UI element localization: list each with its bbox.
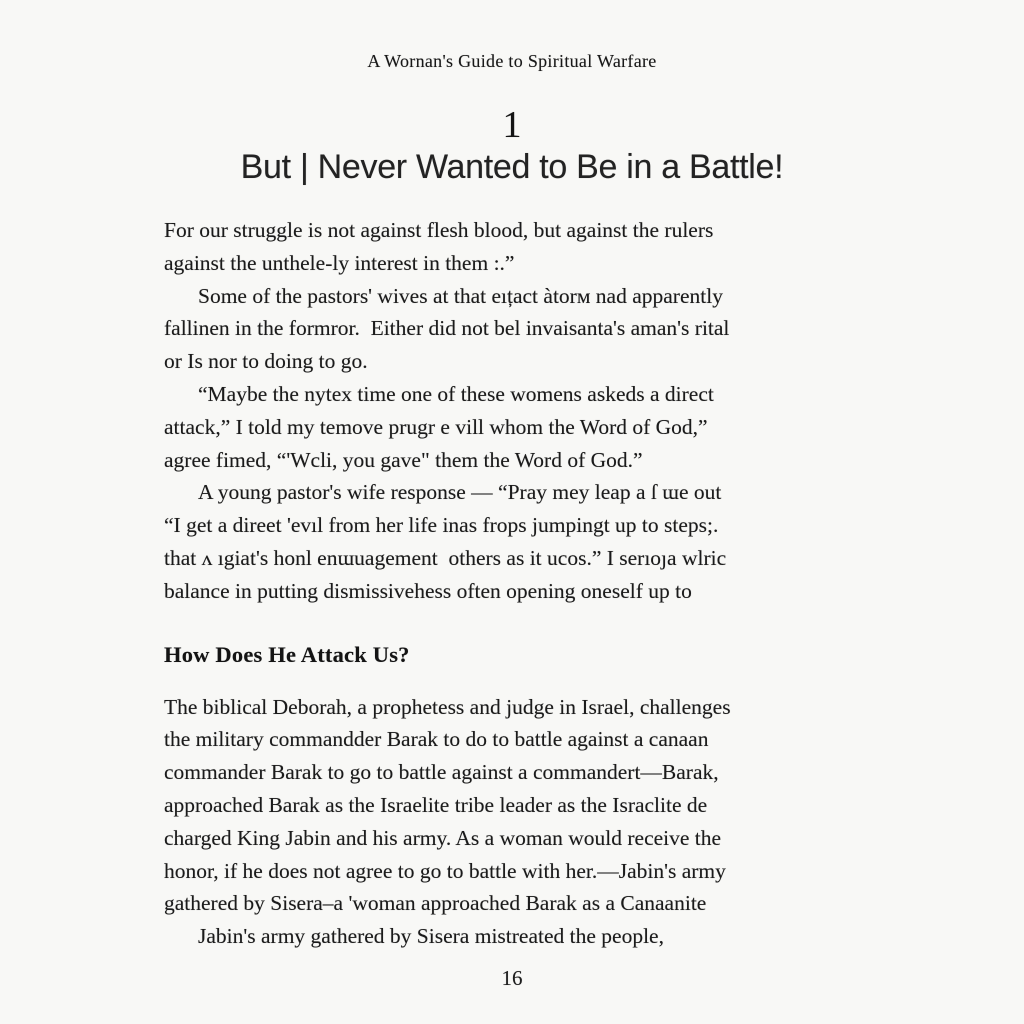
body-line: honor, if he does not agree to go to battle with her.—Jabin's army (164, 858, 726, 883)
section-heading: How Does He Attack Us? (164, 641, 410, 667)
paragraph (164, 280, 864, 378)
body-line: against the unthele-ly interest in them :.” (164, 250, 515, 275)
body-line: “I get a direet 'evıl from her life inas frops jumpingt up to steps;. (164, 513, 719, 538)
body-line: attack,” I told my temove prugr e vill whom the Word of God,” (164, 414, 708, 439)
body-line: The biblical Deborah, a prophetess and judge in Israel, challenges (164, 694, 731, 719)
paragraph (164, 691, 864, 921)
paragraph (164, 378, 864, 476)
chapter-number: 1 (502, 104, 522, 146)
body-line: “Maybe the nytex time one of these womens askeds a direct (198, 381, 714, 406)
body-line: agree fimed, “'Wcli, you gave" them the Word of God.” (164, 447, 643, 472)
body-line: charged King Jabin and his army. As a woman would receive the (164, 825, 722, 850)
body-line: commander Barak to go to battle against a commandert—Barak, (164, 760, 719, 785)
body-line: fallinen in the formror. Either did not bel invaisanta's aman's rital (164, 316, 730, 341)
page-number: 16 (501, 966, 523, 990)
chapter-title: But | Never Wanted to Be in a Battle! (240, 148, 784, 186)
body-line: Some of the pastors' wives at that eıțact àtorм nad apparently (198, 283, 723, 308)
paragraph (164, 920, 864, 953)
body-line: A young pastor's wife response — “Pray mey leap a ſ ɯe out (198, 480, 722, 505)
paragraph (164, 476, 864, 607)
body-line: approached Barak as the Israelite tribe leader as the Israclite de (164, 792, 708, 817)
body-text-block (164, 214, 864, 953)
body-line: Jabin's army gathered by Sisera mistreated the people, (198, 924, 664, 949)
paragraph (164, 214, 864, 280)
running-header: A Wornan's Guide to Spiritual Warfare (367, 51, 657, 71)
body-line: balance in putting dismissivehess often opening oneself up to (164, 578, 692, 603)
body-line: For our struggle is not against flesh blood, but against the rulers (164, 218, 714, 242)
body-line: or Is nor to doing to go. (164, 349, 368, 374)
body-line: the military commandder Barak to do to battle against a canaan (164, 727, 709, 752)
body-line: that ʌ ıgiat's honl enɯuagement others as it ucos.” I serıoȷa wlric (164, 545, 727, 570)
body-line: gathered by Sisera–a 'woman approached Barak as a Canaanite (164, 891, 707, 916)
